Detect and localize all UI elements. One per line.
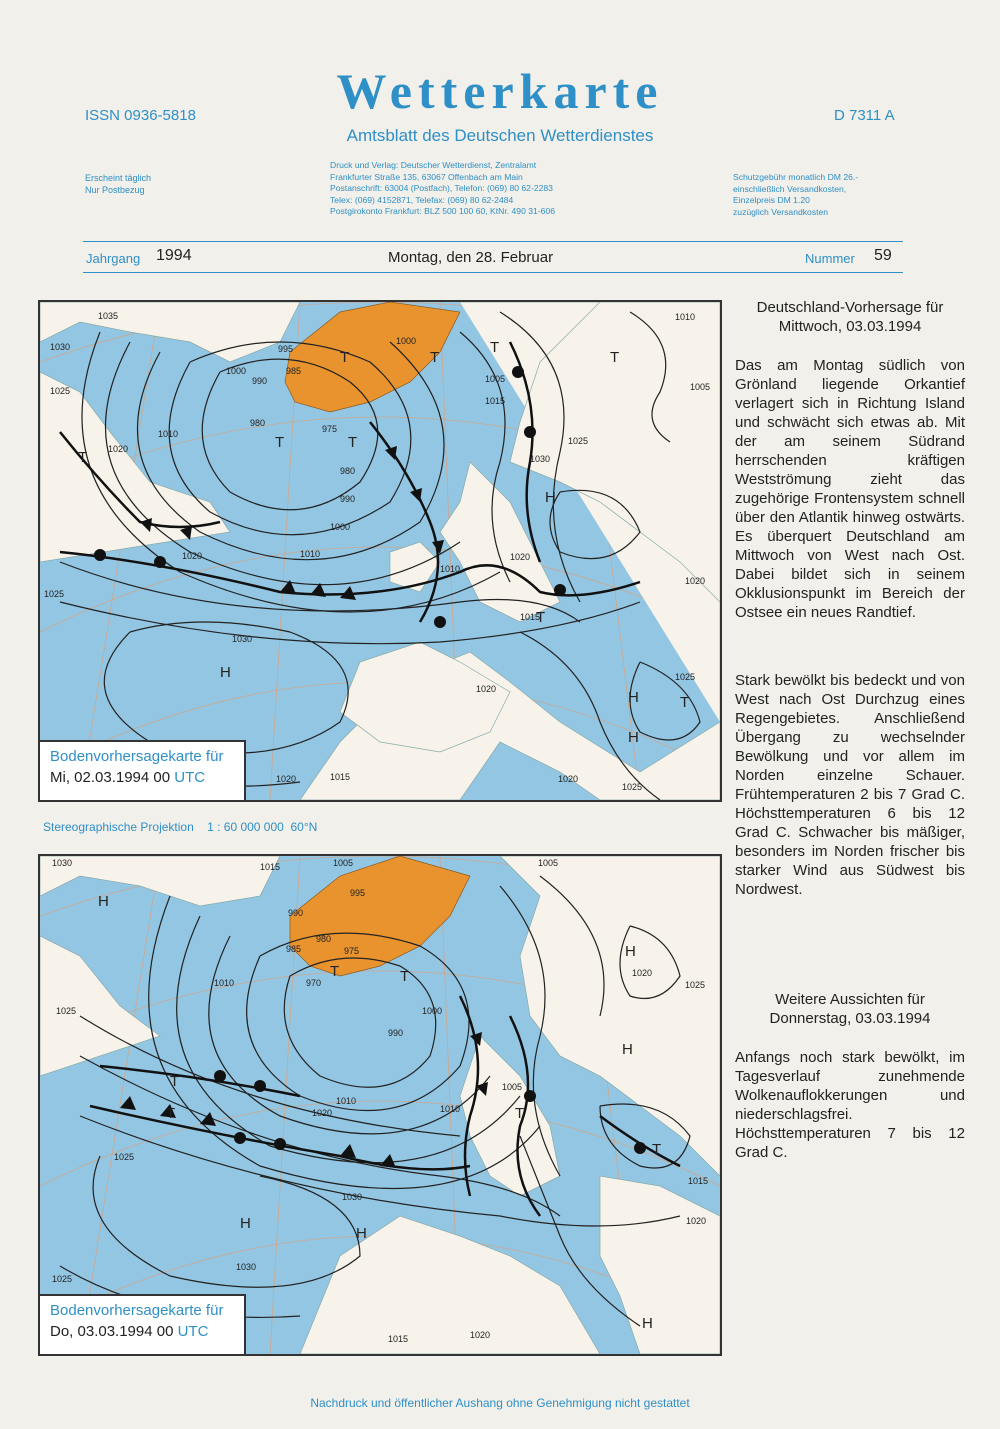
map2-isobar-13: 1020 [632, 968, 653, 978]
map2-isobar-20: 1030 [342, 1192, 363, 1202]
map1-isobar-24: 1030 [232, 634, 253, 644]
weather-chart-2 [40, 856, 720, 1354]
map1-isobar-3: 1025 [50, 386, 71, 396]
map1-isobar-7: 990 [252, 376, 268, 386]
map2-isobar-2: 1015 [260, 862, 281, 872]
publication-frequency: Erscheint täglich Nur Postbezug [85, 173, 152, 195]
map1-caption-title: Bodenvorhersagekarte für [50, 748, 224, 765]
number-label: Nummer [805, 251, 855, 266]
issn: ISSN 0936-5818 [85, 107, 196, 124]
map2-isobar-27: 1020 [686, 1216, 707, 1226]
map2-isobar-26: 1015 [688, 1176, 709, 1186]
map1-isobar-8: 985 [286, 366, 302, 376]
publisher-info: Druck und Verlag: Deutscher Wetterdienst, Zentralamt Frankfurter Straße 135, 63067 Offenbach am Main Postanschrift: 63004 (Postfach), Telefon: (069) 80 62-2283 Telex: (069) 4152871, Telefax: (069) 80 62-2484 Postgirokonto Frankfurt: BLZ 500 100 60, KtNr. 490 31-606 [330, 160, 556, 217]
map2-isobar-17: 1010 [336, 1096, 357, 1106]
map1-symbol-9: T [680, 694, 690, 711]
map1-isobar-29: 1020 [276, 774, 297, 784]
map2-isobar-8: 975 [344, 946, 360, 956]
map2-isobar-24: 1015 [388, 1334, 409, 1344]
map2-caption-utc: UTC [177, 1323, 209, 1340]
weather-chart-1 [40, 302, 720, 800]
map1-isobar-34: 1005 [690, 382, 711, 392]
map1-caption [40, 740, 246, 800]
map2-symbol-8: H [625, 943, 636, 960]
map1-isobar-4: 1020 [108, 444, 129, 454]
map1-isobar-5: 1010 [158, 429, 179, 439]
map1-caption-date [50, 769, 244, 786]
map2-caption-datetime: Do, 03.03.1994 00 [50, 1323, 174, 1340]
map1-isobar-13: 1005 [485, 374, 506, 384]
map2-caption [40, 1294, 246, 1354]
map2-isobar-21: 1030 [236, 1262, 257, 1272]
map2-symbol-9: H [622, 1041, 633, 1058]
map2-symbol-10: H [240, 1215, 251, 1232]
map2-caption-date [50, 1323, 244, 1340]
map2-isobar-10: 1010 [214, 978, 235, 988]
masthead-title: Wetterkarte [336, 63, 664, 119]
map2-symbol-2: T [330, 963, 340, 980]
map2-symbol-7: T [652, 1141, 662, 1158]
outlook-paragraph: Anfangs noch stark bewölkt, im Tagesverlauf zunehmende Wolkenauflokkerungen und niederschlagsfrei. Höchsttemperaturen 7 bis 12 Grad C. [735, 1049, 965, 1161]
map1-isobar-15: 1025 [568, 436, 589, 446]
map1-symbol-7: T [348, 434, 358, 451]
map2-isobar-23: 1010 [440, 1104, 461, 1114]
map1-isobar-1: 1035 [98, 311, 119, 321]
map1-isobar-30: 1015 [330, 772, 351, 782]
map2-isobar-15: 990 [388, 1028, 404, 1038]
map1-symbol-13: H [628, 729, 639, 746]
greenland-region [290, 856, 470, 976]
map2-isobar-1: 1030 [52, 858, 73, 868]
map1-isobar-11: 995 [278, 344, 294, 354]
map2-isobar-22: 1005 [502, 1082, 523, 1092]
forecast-heading: Deutschland-Vorhersage für Mittwoch, 03.03.1994 [756, 299, 944, 335]
masthead-subtitle: Amtsblatt des Deutschen Wetterdienstes [346, 126, 654, 145]
map1-isobar-35: 1020 [685, 576, 706, 586]
map1-caption-utc: UTC [174, 769, 206, 786]
map1-symbol-5: T [490, 339, 500, 356]
map2-isobar-3: 1005 [333, 858, 354, 868]
map1-symbol-12: H [628, 689, 639, 706]
map2-symbol-12: H [642, 1315, 653, 1332]
map1-isobar-18: 1010 [440, 564, 461, 574]
map2-isobar-14: 1025 [685, 980, 706, 990]
map1-isobar-21: 1000 [330, 522, 351, 532]
map1-isobar-2: 1030 [50, 342, 71, 352]
map2-isobar-19: 1025 [114, 1152, 135, 1162]
map1-symbol-3: T [340, 349, 350, 366]
header-rule-bottom [83, 272, 903, 273]
map2-symbol-11: H [356, 1225, 367, 1242]
map1-isobar-33: 1010 [675, 312, 696, 322]
forecast-map-wednesday [38, 300, 722, 802]
map2-symbol-5: T [166, 1105, 176, 1122]
map1-isobar-22: 1010 [300, 549, 321, 559]
map1-isobar-17: 1020 [510, 552, 531, 562]
publication-code: D 7311 A [834, 107, 895, 124]
map1-isobar-16: 1030 [530, 454, 551, 464]
header-rule-top [83, 241, 903, 242]
map2-isobar-25: 1020 [470, 1330, 491, 1340]
map1-isobar-28: 1025 [675, 672, 696, 682]
map2-symbol-1: H [98, 893, 109, 910]
map2-isobar-12: 1005 [538, 858, 559, 868]
map1-symbol-4: T [430, 349, 440, 366]
map1-isobar-20: 980 [340, 466, 356, 476]
year-label: Jahrgang [86, 251, 141, 266]
map2-isobar-28: 1025 [52, 1274, 73, 1284]
map1-isobar-12: 1000 [396, 336, 417, 346]
forecast-paragraph-2: Stark bewölkt bis bedeckt und von West nach Ost Durchzug eines Regengebietes. Anschließend Übergang zu wechselnder Bewölkung und vor allem im Norden einzelne Schauer. Frühtemperaturen 2 bis 7 Grad C. Höchsttemperaturen 6 bis 12 Grad C. Schwacher bis mäßiger, besonders im Norden frischer bis starker Wind aus Südwest bis Nordwest. [735, 672, 965, 898]
map2-symbol-6: T [515, 1105, 525, 1122]
number-value: 59 [874, 247, 892, 264]
map2-isobar-7: 980 [316, 934, 332, 944]
map1-symbol-10: H [545, 489, 556, 506]
map1-isobar-10: 975 [322, 424, 338, 434]
map1-isobar-26: 1020 [476, 684, 497, 694]
outlook-heading: Weitere Aussichten für Donnerstag, 03.03.1994 [769, 991, 931, 1027]
map1-isobar-19: 990 [340, 494, 356, 504]
forecast-map-thursday [38, 854, 722, 1356]
map2-isobar-11: 1025 [56, 1006, 77, 1016]
map2-isobar-6: 985 [286, 944, 302, 954]
map2-caption-title: Bodenvorhersagekarte für [50, 1302, 224, 1319]
map1-symbol-6: T [610, 349, 620, 366]
map1-isobar-25: 1025 [44, 589, 65, 599]
forecast-paragraph-1: Das am Montag südlich von Grönland liegende Orkantief verlagert sich in Richtung Island und schwächt sich etwas ab. Mit der am seinem Südrand herrschenden kräftigen Westströmung zieht das zugehörige Frontensystem schnell über den Atlantik hinweg ostwärts. Es überquert Deutschland am Mittwoch von West nach Ost. Dabei bildet sich in seinem Okklusionspunkt im Bereich der Ostsee ein neues Randtief. [735, 357, 965, 621]
map1-symbol-2: T [275, 434, 285, 451]
map1-symbol-11: H [220, 664, 231, 681]
year-value: 1994 [156, 247, 192, 264]
price-info: Schutzgebühr monatlich DM 26.- einschließlich Versandkosten, Einzelpreis DM 1.20 zuzüglich Versandkosten [733, 172, 859, 217]
map1-caption-datetime: Mi, 02.03.1994 00 [50, 769, 171, 786]
map2-isobar-9: 970 [306, 978, 322, 988]
map2-isobar-5: 990 [288, 908, 304, 918]
map1-symbol-8: T [536, 609, 546, 626]
map2-isobar-16: 1000 [422, 1006, 443, 1016]
projection-note: Stereographische Projektion 1 : 60 000 000 60°N [43, 820, 318, 834]
reprint-notice: Nachdruck und öffentlicher Aushang ohne Genehmigung nicht gestattet [310, 1396, 690, 1410]
map1-isobar-32: 1025 [622, 782, 643, 792]
map2-symbol-3: T [400, 968, 410, 985]
map2-isobar-4: 995 [350, 888, 366, 898]
map2-isobar-18: 1020 [312, 1108, 333, 1118]
map1-symbol-1: T [78, 449, 88, 466]
issue-date: Montag, den 28. Februar [388, 249, 554, 266]
map1-isobar-27: 1015 [520, 612, 541, 622]
map2-symbol-4: T [170, 1073, 180, 1090]
map1-isobar-14: 1015 [485, 396, 506, 406]
map1-isobar-31: 1020 [558, 774, 579, 784]
map1-isobar-23: 1020 [182, 551, 203, 561]
map1-isobar-6: 1000 [226, 366, 247, 376]
map1-isobar-9: 980 [250, 418, 266, 428]
